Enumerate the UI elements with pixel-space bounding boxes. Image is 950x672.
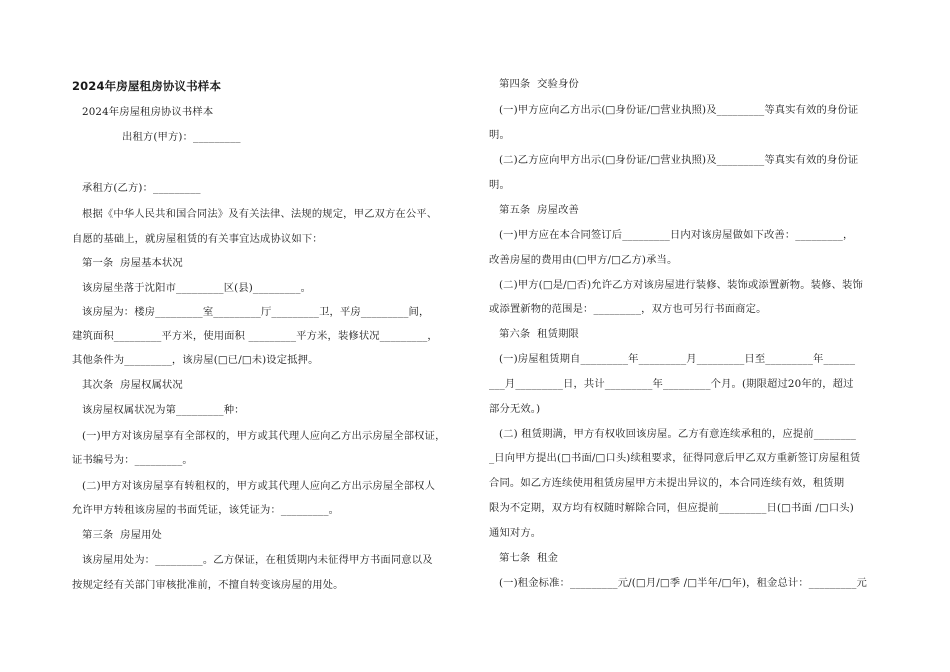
article-heading: 第三条 房屋用处: [82, 529, 162, 541]
paragraph-line: 根据《中华人民共和国合同法》及有关法律、法规的规定，甲乙双方在公平、: [82, 208, 438, 220]
document-title: 2024年房屋租房协议书样本: [72, 79, 222, 93]
paragraph-line: 自愿的基础上，就房屋租赁的有关事宜达成协议如下：: [72, 233, 323, 245]
paragraph-line: (一)租金标准：_________元/(□月/□季 /□半年/□年)，租金总计：_________元: [499, 577, 867, 589]
paragraph-line: 通知对方。: [489, 527, 542, 539]
paragraph-line: (二)甲方对该房屋享有转租权的，甲方或其代理人应向乙方出示房屋全部权人: [82, 480, 436, 492]
article-heading: 第七条 租金: [499, 552, 559, 564]
article-heading: 其次条 房屋权属状况: [82, 379, 183, 391]
paragraph-line: 其他条件为_________，该房屋(□已/□未)设定抵押。: [72, 354, 319, 366]
paragraph-line: 该房屋坐落于沈阳市_________区(县)_________。: [82, 282, 312, 294]
paragraph-line: 建筑面积_________平方米，使用面积 _________平方米，装修状况_________，: [72, 330, 438, 342]
paragraph-line: 证书编号为：_________。: [72, 454, 193, 466]
lessee-line: 承租方(乙方)：_________: [82, 182, 201, 194]
paragraph-line: 该房屋用处为：_________。乙方保证，在租赁期内未征得甲方书面同意以及: [82, 554, 433, 566]
paragraph-line: ___月_________日，共计_________年_________个月。(期限超过20年的，超过: [489, 378, 854, 390]
paragraph-line: 按规定经有关部门审核批准前，不擅自转变该房屋的用处。: [72, 579, 344, 591]
paragraph-line: (一)房屋租赁期自_________年_________月_________日至_________年______: [499, 353, 856, 365]
paragraph-line: 该房屋权属状况为第_________种：: [82, 404, 245, 416]
paragraph-line: (二)乙方应向甲方出示(□身份证/□营业执照)及_________等真实有效的身份证: [499, 154, 859, 166]
paragraph-line: 该房屋为：楼房_________室_________厅_________卫，平房_________间，: [82, 306, 430, 318]
lessor-line: 出租方(甲方)：_________: [122, 131, 241, 143]
paragraph-line: (一)甲方对该房屋享有全部权的，甲方或其代理人应向乙方出示房屋全部权证，: [82, 430, 446, 442]
paragraph-line: 明。: [489, 179, 510, 191]
subtitle-line: 2024年房屋租房协议书样本: [82, 106, 214, 118]
paragraph-line: (二) 租赁期满，甲方有权收回该房屋。乙方有意连续承租的，应提前________: [499, 428, 857, 440]
paragraph-line: 合同。如乙方连续使用租赁房屋甲方未提出异议的，本合同连续有效，租赁期: [489, 477, 845, 489]
article-heading: 第六条 租赁期限: [499, 328, 579, 340]
paragraph-line: 改善房屋的费用由(□甲方/□乙方)承当。: [489, 254, 678, 266]
paragraph-line: 明。: [489, 129, 510, 141]
paragraph-line: _日向甲方提出(□书面/□口头)续租要求，征得同意后甲乙双方重新签订房屋租赁: [489, 452, 861, 464]
article-heading: 第四条 交验身份: [499, 78, 579, 90]
paragraph-line: 部分无效。): [489, 403, 541, 415]
paragraph-line: (二)甲方(□是/□否)允许乙方对该房屋进行装修、装饰或添置新物。装修、装饰: [499, 279, 863, 291]
paragraph-line: (一)甲方应在本合同签订后_________日内对该房屋做如下改善：_________，: [499, 229, 854, 241]
article-heading: 第五条 房屋改善: [499, 204, 579, 216]
paragraph-line: 限为不定期，双方均有权随时解除合同，但应提前_________日(□书面 /□口头): [489, 502, 854, 514]
paragraph-line: 允许甲方转租该房屋的书面凭证，该凭证为：_________。: [72, 504, 340, 516]
paragraph-line: 或添置新物的范围是：_________，双方也可另行书面商定。: [489, 303, 767, 315]
paragraph-line: (一)甲方应向乙方出示(□身份证/□营业执照)及_________等真实有效的身份证: [499, 104, 859, 116]
article-heading: 第一条 房屋基本状况: [82, 257, 183, 269]
